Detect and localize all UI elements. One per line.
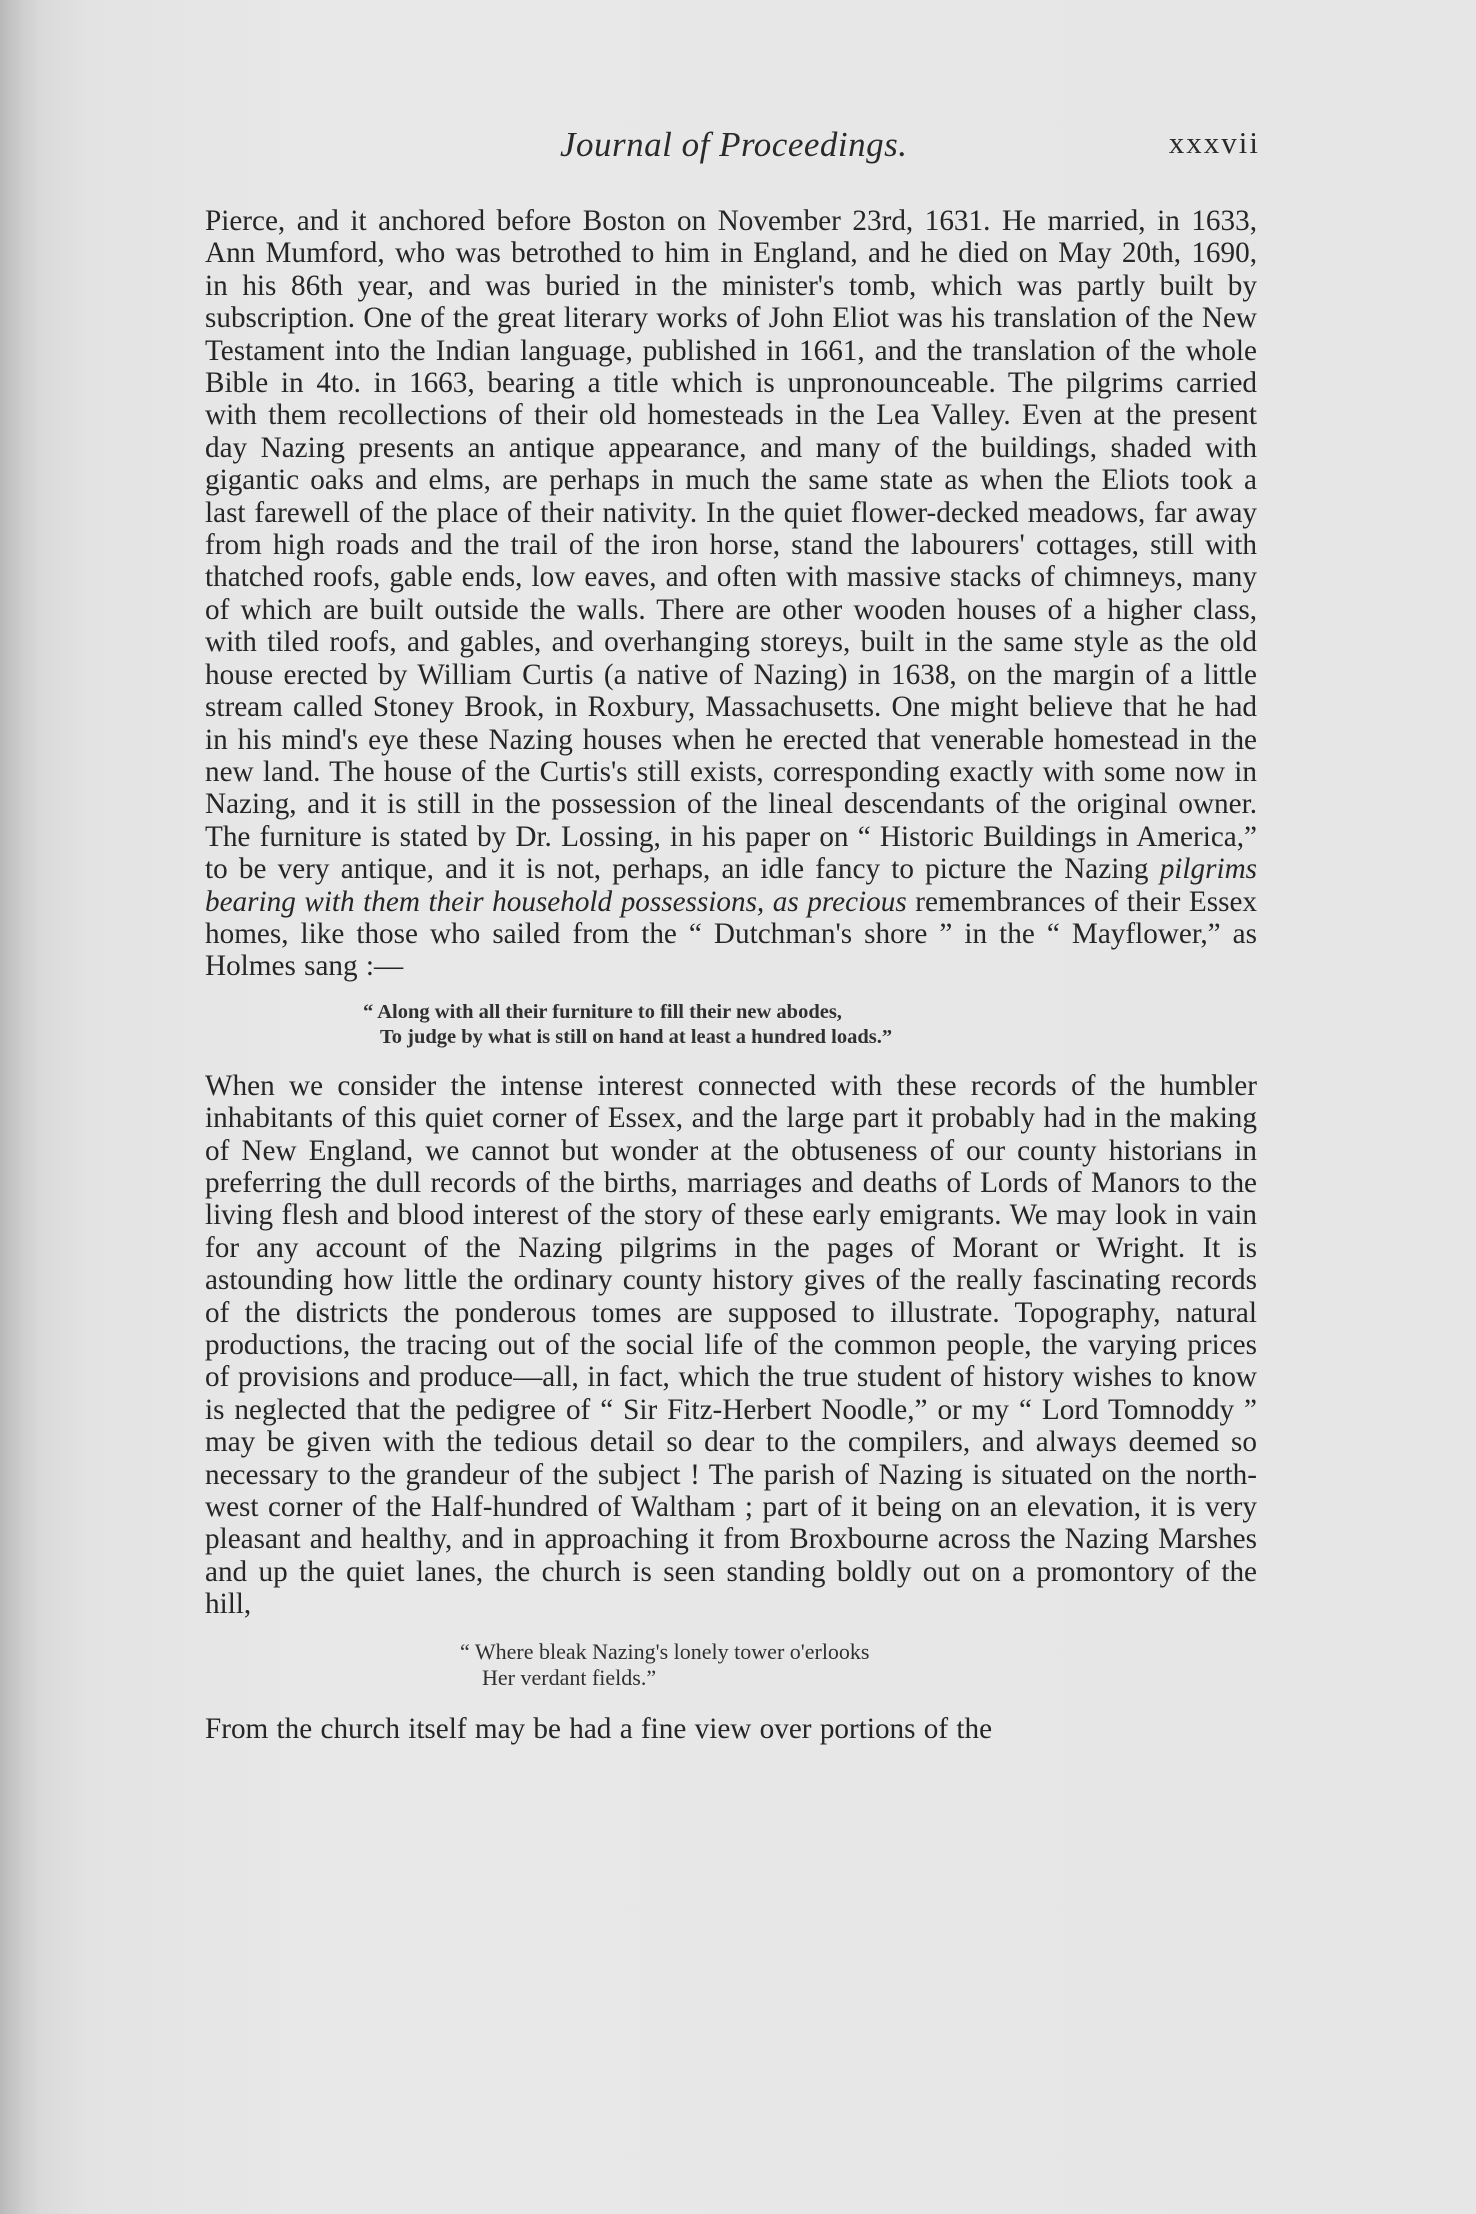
paragraph-3: From the church itself may be had a fine view over portions of the: [205, 1712, 993, 1745]
paragraph-1-text: Pierce, and it anchored before Boston on November 23rd, 1631. He married, in 1633, Ann Mumford, who was betrothed to him in England, and he died on May 20th, 1690, in his 86th year, and was buried in the minister's tomb, which was partly built by subscription. One of the great literary works of John Eliot was his translation of the New Testament into the Indian language, published in 1661, and the translation of the whole Bible in 4to. in 1663, bearing a title which is unpronounceable. The pilgrims carried with them recollections of their old homesteads in the Lea Valley. Even at the present day Nazing presents an antique appearance, and many of the buildings, shaded with gigantic oaks and elms, are perhaps in much the same state as when the Eliots took a last farewell of the place of their nativity. In the quiet flower-decked meadows, far away from high roads and the trail of the iron horse, stand the labourers' cottages, still with thatched roofs, gable ends, low eaves, and often with massive stacks of chimneys, many of which are built outside the walls. There are other wooden houses of a higher class, with tiled roofs, and gables, and overhanging storeys, built in the same style as the old house erected by William Curtis (a native of Nazing) in 1638, on the margin of a little stream called Stoney Brook, in Roxbury, Massachusetts. One might believe that he had in his mind's eye these Nazing houses when he erected that venerable homestead in the new land. The house of the Curtis's still exists, corresponding exactly with some now in Nazing, and it is still in the possession of the lineal descendants of the original owner. The furniture is stated by Dr. Lossing, in his paper on “ Historic Buildings in America,” to be very antique, and it is not, perhaps, an idle fancy to picture the Nazing: [205, 205, 1257, 886]
paragraph-1-italic: pilgrims bearing with them their household possessions, as precious: [205, 853, 1258, 918]
running-head: Journal of Proceedings.: [560, 125, 908, 164]
paragraph-1: [205, 205, 1257, 983]
spine-shadow: [0, 0, 40, 2214]
paragraph-2: When we consider the intense interest connected with these records of the humbler inhabitants of this quiet corner of Essex, and the large part it probably had in the making of New England, we cannot but wonder at the obtuseness of our county historians in preferring the dull records of the births, marriages and deaths of Lords of Manors to the living flesh and blood interest of the story of these early emigrants. We may look in vain for any account of the Nazing pilgrims in the pages of Morant or Wright. It is astounding how little the ordinary county history gives of the really fascinating records of the districts the ponderous tomes are supposed to illustrate. Topography, natural productions, the tracing out of the social life of the common people, the varying prices of provisions and produce—all, in fact, which the true student of history wishes to know is neglected that the pedigree of “ Sir Fitz-Herbert Noodle,” or my “ Lord Tomnoddy ” may be given with the tedious detail so dear to the compilers, and always deemed so necessary to the grandeur of the subject ! The parish of Nazing is situated on the north-west corner of the Half-hundred of Waltham ; part of it being on an elevation, it is very pleasant and healthy, and in approaching it from Broxbourne across the Nazing Marshes and up the quiet lanes, the church is seen standing boldly out on a promontory of the hill,: [205, 1069, 1257, 1621]
page-header: [205, 125, 1260, 175]
paragraph-1-text-end: remembrances of their Essex homes, like those who sailed from the “ Dutchman's shore ” in the “ Mayflower,” as Holmes sang :—: [205, 885, 1258, 983]
nazing-quotation: [205, 1639, 1257, 1691]
nazing-quotation-line-2: Her verdant fields.”: [482, 1664, 657, 1690]
holmes-quotation: [205, 1000, 1257, 1050]
page-number: xxxvii: [1168, 125, 1260, 160]
holmes-quotation-line-2: To judge by what is still on hand at least a hundred loads.”: [380, 1025, 893, 1048]
nazing-quotation-line-1: “ Where bleak Nazing's lonely tower o'erlooks: [460, 1638, 870, 1664]
page-body: [205, 205, 1257, 1745]
holmes-quotation-line-1: “ Along with all their furniture to fill their new abodes,: [363, 1000, 842, 1023]
